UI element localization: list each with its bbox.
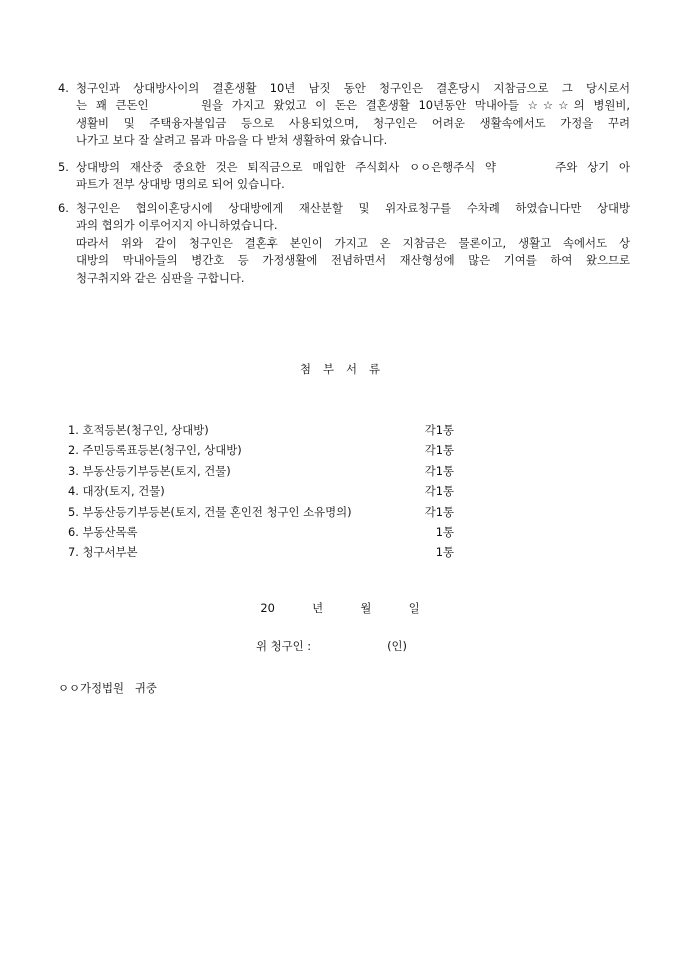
attachment-label: 7. 청구서부본 (68, 545, 138, 560)
paragraph-line: 대방의 막내아들의 병간호 등 가정생활에 전념하면서 재산형성에 많은 기여를 하여 왔으므로 (76, 253, 630, 268)
paragraph-number: 4. (58, 81, 69, 95)
attachments-list (68, 420, 454, 563)
paragraph-line: 따라서 위와 같이 청구인은 결혼후 본인이 가지고 온 지참금은 물론이고, 생활고 속에서도 상 (76, 235, 630, 250)
seal-mark: (인) (387, 639, 407, 653)
attachment-label: 2. 주민등록표등본(청구인, 상대방) (68, 443, 242, 458)
paragraph-number: 5. (58, 160, 69, 174)
attachment-quantity: 1통 (435, 545, 454, 560)
paragraph-line: 나가고 보다 잘 살려고 몸과 마음을 다 받쳐 생활하여 왔습니다. (76, 133, 388, 148)
date-month-unit: 월 (360, 601, 372, 615)
attachment-quantity: 각1통 (424, 443, 454, 458)
attachment-item (68, 542, 454, 562)
attachment-item (68, 420, 454, 440)
claimant-signature-line (256, 638, 407, 654)
paragraph-number: 6. (58, 201, 69, 215)
attachment-item (68, 522, 454, 542)
attachment-item (68, 481, 454, 501)
paragraph-line: 4. 청구인과 상대방사이의 결혼생활 10년 남짓 동안 청구인은 결혼당시 지참금으로 그 당시로서 (58, 80, 630, 97)
attachment-quantity: 각1통 (424, 484, 454, 499)
attachment-label: 6. 부동산목록 (68, 524, 138, 539)
paragraph-6 (58, 200, 630, 287)
paragraph-line: 청구취지와 같은 심판을 구합니다. (76, 270, 245, 285)
paragraph-line: 5. 상대방의 재산중 중요한 것은 퇴직금으로 매입한 주식회사 ㅇㅇ은행주식 약 주와 상기 아 (58, 159, 630, 176)
attachment-label: 1. 호적등본(청구인, 상대방) (68, 423, 209, 437)
date-year-unit: 년 (312, 601, 324, 615)
attachment-item (68, 440, 454, 460)
attachment-item (68, 502, 454, 522)
date-year: 20 (260, 601, 275, 615)
paragraph-line: 파트가 전부 상대방 명의로 되어 있습니다. (76, 177, 285, 192)
attachment-quantity: 각1통 (424, 423, 454, 437)
attachment-label: 4. 대장(토지, 건물) (68, 484, 165, 499)
paragraph-5 (58, 159, 630, 194)
attachment-quantity: 각1통 (424, 504, 454, 519)
attachment-item (68, 461, 454, 481)
paragraph-line: 6. 청구인은 협의이혼당시에 상대방에게 재산분할 및 위자료청구를 수차례 하였습니다만 상대방 (58, 200, 630, 217)
attachments-heading: 첨부서류 (299, 362, 392, 376)
paragraph-line: 과의 협의가 이루어지지 아니하였습니다. (76, 218, 278, 233)
court-addressee: ㅇㅇ가정법원 귀중 (58, 681, 157, 695)
date-day-unit: 일 (408, 601, 420, 615)
attachment-label: 3. 부동산등기부등본(토지, 건물) (68, 463, 231, 478)
date-line (0, 600, 680, 616)
claimant-label: 위 청구인 : (256, 639, 312, 653)
paragraph-4 (58, 80, 630, 150)
attachment-label: 5. 부동산등기부등본(토지, 건물 혼인전 청구인 소유명의) (68, 504, 352, 519)
paragraph-line: 는 꽤 큰돈인 원을 가지고 왔었고 이 돈은 결혼생활 10년동안 막내아들 ☆☆☆의 병원비, (76, 98, 630, 113)
attachment-quantity: 1통 (435, 524, 454, 539)
attachment-quantity: 각1통 (424, 463, 454, 478)
paragraph-line: 생활비 및 주택융자불입금 등으로 사용되었으며, 청구인은 어려운 생활속에서도 가정을 꾸려 (76, 115, 630, 130)
